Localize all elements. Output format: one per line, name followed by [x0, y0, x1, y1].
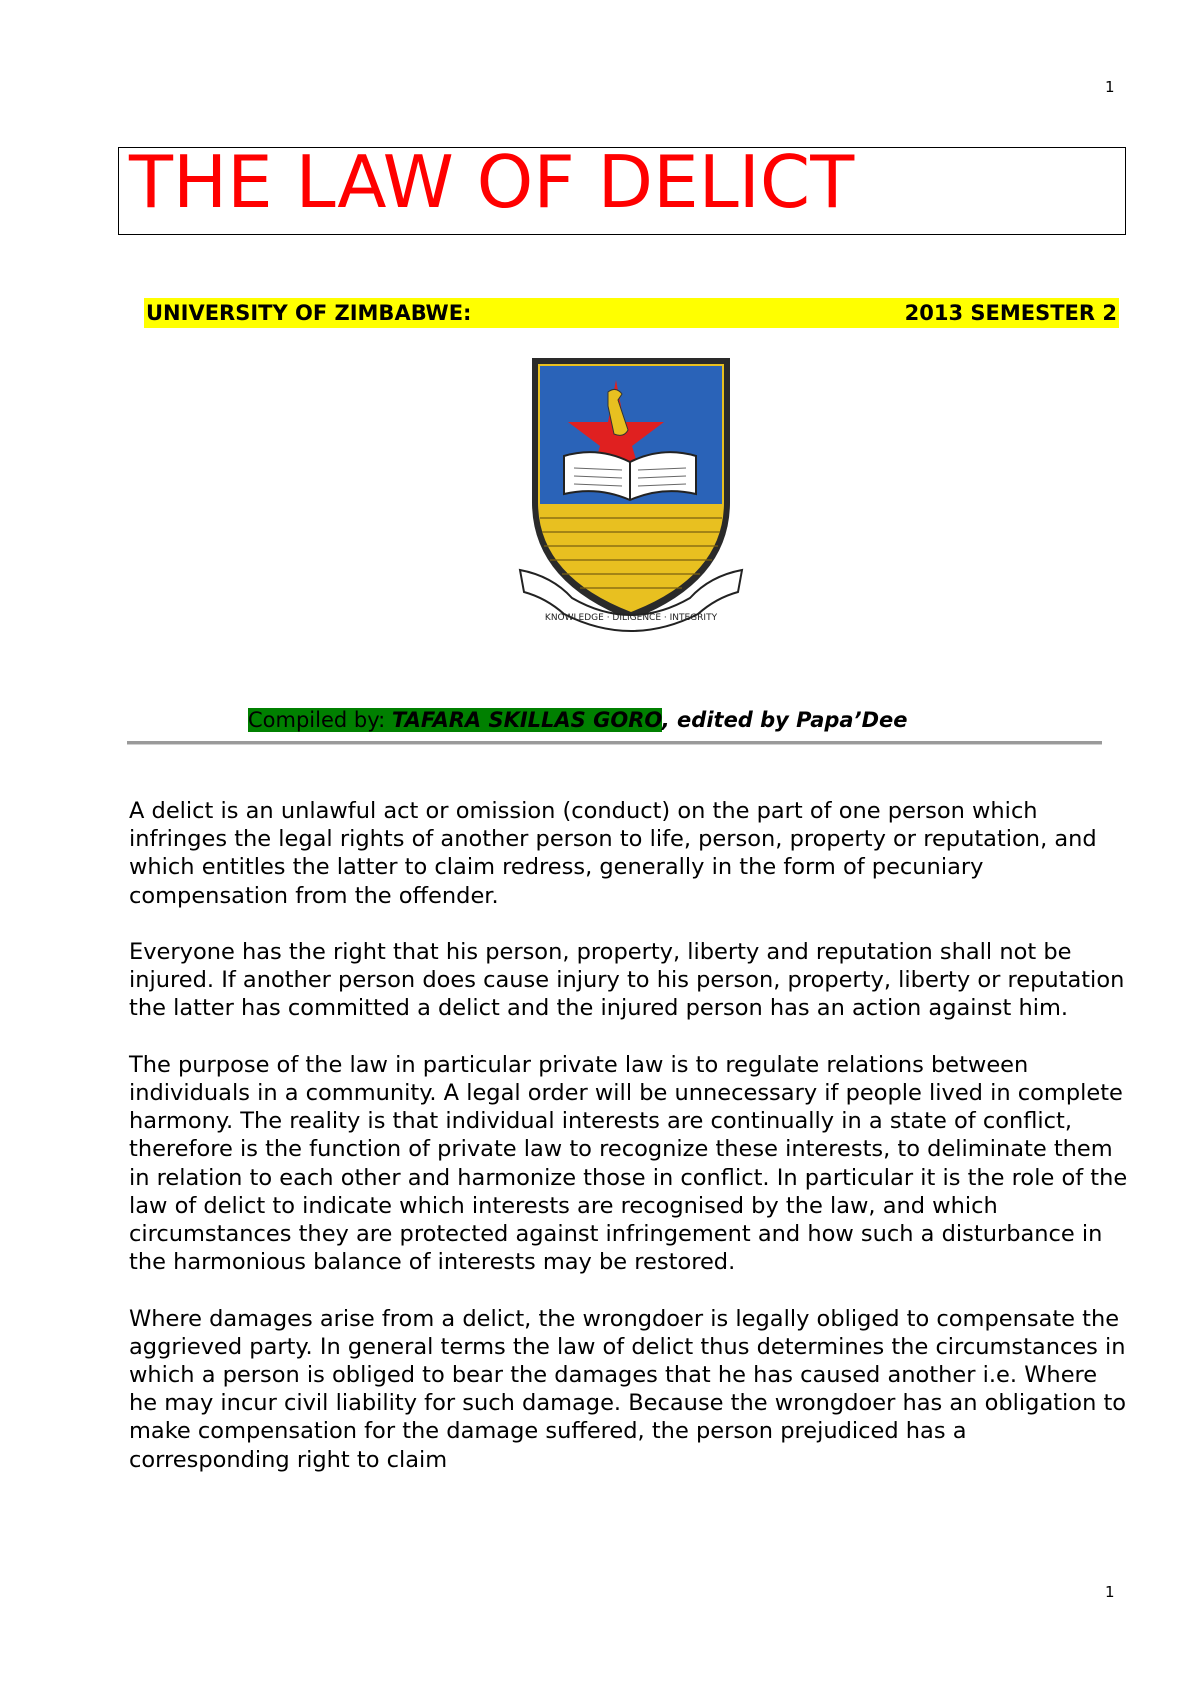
university-bar [144, 298, 1119, 328]
compiled-label: Compiled by: [248, 708, 392, 732]
document-title: THE LAW OF DELICT [129, 140, 855, 224]
horizontal-rule [127, 741, 1102, 745]
university-name: UNIVERSITY OF ZIMBABWE: [146, 301, 472, 325]
editor-credit: , edited by Papa’Dee [661, 708, 908, 732]
paragraph: The purpose of the law in particular private law is to regulate relations between individuals in a community. A legal order will be unnecessary if people lived in complete harmony. The reality is that individual interests are continually in a state of conflict, therefore is the function of private law to recognize these interests, to deliminate them in relation to each other and harmonize those in conflict. In particular it is the role of the law of delict to indicate which interests are recognised by the law, and which circumstances they are protected against infringement and how such a disturbance in the harmonious balance of interests may be restored. [129, 1051, 1128, 1276]
page-number-bottom: 1 [1105, 1583, 1115, 1601]
university-crest-icon [512, 352, 750, 642]
semester-label: 2013 SEMESTER 2 [904, 301, 1117, 325]
page-number-top: 1 [1105, 78, 1115, 96]
compiled-by-line [248, 708, 908, 732]
paragraph: A delict is an unlawful act or omission (conduct) on the part of one person which infringes the legal rights of another person to life, person, property or reputation, and which entitles the latter to claim redress, generally in the form of pecuniary compensation from the offender. [129, 798, 1097, 909]
title-box [118, 140, 1126, 235]
paragraph: Everyone has the right that his person, property, liberty and reputation shall not be injured. If another person does cause injury to his person, property, liberty or reputation the latter has committed a delict and the injured person has an action against him. [129, 939, 1125, 1022]
compiler-name: TAFARA SKILLAS GORO [391, 708, 662, 732]
paragraph: Where damages arise from a delict, the wrongdoer is legally obliged to compensate the aggrieved party. In general terms the law of delict thus determines the circumstances in which a person is obliged to bear the damages that he has caused another i.e. Where he may incur civil liability for such damage. Because the wrongdoer has an obligation to make compensation for the damage suffered, the person prejudiced has a corresponding right to claim [129, 1305, 1127, 1473]
document-body [129, 797, 1129, 1502]
crest-motto: KNOWLEDGE · DILIGENCE · INTEGRITY [544, 613, 718, 623]
